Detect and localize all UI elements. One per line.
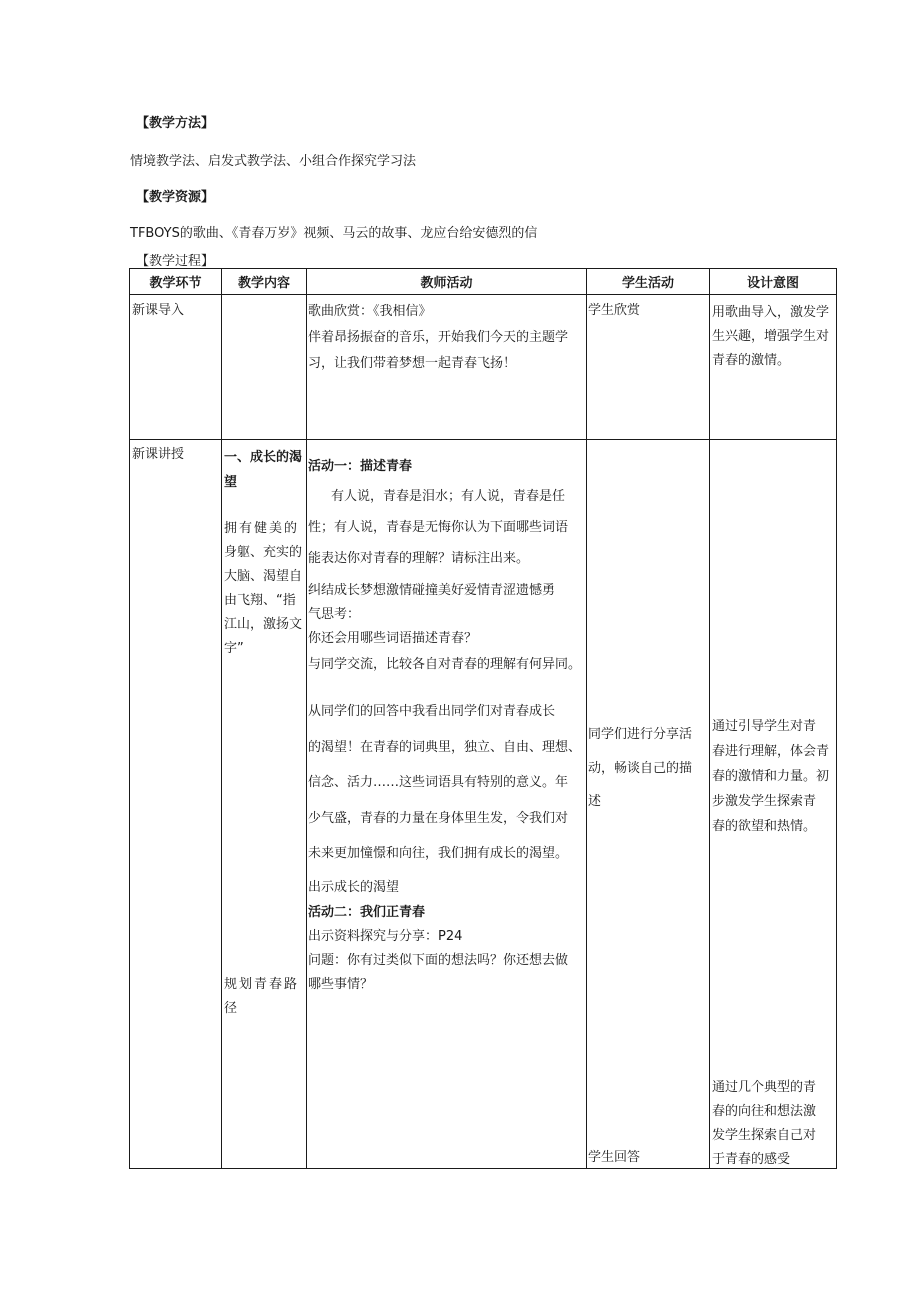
intent-line: 步激发学生探索青 xyxy=(712,794,817,809)
intro-teacher-line: 习，让我们带着梦想一起青春飞扬！ xyxy=(308,356,517,371)
intent-line: 发学生探索自己对 xyxy=(712,1128,817,1143)
lecture-teacher-cell xyxy=(307,440,587,1169)
content-body-line: 字” xyxy=(224,641,244,656)
lecture-student-cell xyxy=(587,440,710,1169)
summary-line: 未来更加憧憬和向往，我们拥有成长的渴望。 xyxy=(308,846,569,861)
intro-intent-cell xyxy=(710,295,837,440)
lecture-stage-label: 新课讲授 xyxy=(132,447,185,462)
content-body-line: 拥有健美的 xyxy=(224,521,300,536)
intro-teacher-cell xyxy=(307,295,587,440)
header-intent: 设计意图 xyxy=(710,269,837,295)
summary-line: 从同学们的回答中我看出同学们对青春成长 xyxy=(308,704,556,719)
intent-line: 春进行理解，体会青 xyxy=(712,744,830,759)
intent-line: 通过引导学生对青 xyxy=(712,719,817,734)
table-row-intro xyxy=(130,295,837,440)
student-answer: 学生回答 xyxy=(588,1150,641,1165)
intro-teacher-line: 伴着昂扬振奋的音乐，开始我们今天的主题学 xyxy=(308,330,569,345)
content-plan-line: 规划青春路 xyxy=(224,977,300,992)
table-row-lecture xyxy=(130,440,837,1169)
intent-line: 春的向往和想法激 xyxy=(712,1104,817,1119)
content-body-line: 大脑、渴望自 xyxy=(224,569,303,584)
intro-student-text: 学生欣赏 xyxy=(588,303,641,318)
header-teacher: 教师活动 xyxy=(307,269,587,295)
content-plan-line: 径 xyxy=(224,1001,238,1016)
content-title-line: 望 xyxy=(224,475,238,490)
intro-student-cell xyxy=(587,295,710,440)
activity1-line: 与同学交流，比较各自对青春的理解有何异同。 xyxy=(308,657,582,672)
activity1-line: 气思考： xyxy=(308,607,361,622)
intent-line: 于青春的感受 xyxy=(712,1152,791,1167)
activity2-line: 问题：你有过类似下面的想法吗？你还想去做 xyxy=(308,953,569,968)
resources-content: TFBOYS的歌曲、《青春万岁》视频、马云的故事、龙应台给安德烈的信 xyxy=(130,226,538,241)
student-activity-line: 动，畅谈自己的描 xyxy=(588,761,693,776)
content-title-line: 一、成长的渴 xyxy=(224,450,303,465)
header-student: 学生活动 xyxy=(587,269,710,295)
intro-content-cell xyxy=(222,295,307,440)
student-activity-line: 述 xyxy=(588,794,602,809)
summary-line: 出示成长的渴望 xyxy=(308,880,400,895)
activity1-title: 活动一：描述青春 xyxy=(308,459,413,474)
activity2-line: 哪些事情？ xyxy=(308,977,374,992)
lecture-content-cell xyxy=(222,440,307,1169)
activity2-line: 出示资料探究与分享：P24 xyxy=(308,929,463,944)
activity1-line: 性；有人说，青春是无悔你认为下面哪些词语 xyxy=(308,520,569,535)
activity1-line: 你还会用哪些词语描述青春？ xyxy=(308,631,478,646)
summary-line: 信念、活力……这些词语具有特别的意义。年 xyxy=(308,775,569,790)
content-body-line: 江山，激扬文 xyxy=(224,617,303,632)
table-header-row xyxy=(130,269,837,295)
header-content: 教学内容 xyxy=(222,269,307,295)
activity1-line: 有人说，青春是泪水；有人说，青春是任 xyxy=(331,489,566,504)
student-activity-line: 同学们进行分享活 xyxy=(588,727,693,742)
intro-intent-line: 用歌曲导入，激发学 xyxy=(712,305,830,320)
summary-line: 少气盛，青春的力量在身体里生发，令我们对 xyxy=(308,811,569,826)
lecture-stage-cell xyxy=(130,440,222,1169)
intent-line: 通过几个典型的青 xyxy=(712,1080,817,1095)
activity1-line: 能表达你对青春的理解？请标注出来。 xyxy=(308,551,530,566)
process-heading: 【教学过程】 xyxy=(136,254,215,269)
summary-line: 的渴望！在青春的词典里，独立、自由、理想、 xyxy=(308,740,582,755)
intent-line: 春的激情和力量。初 xyxy=(712,769,830,784)
header-stage: 教学环节 xyxy=(130,269,222,295)
activity1-line: 纠结成长梦想激情碰撞美好爱情青涩遗憾勇 xyxy=(308,583,556,598)
content-body-line: 由飞翔、“指 xyxy=(224,593,296,608)
activity2-title: 活动二：我们正青春 xyxy=(308,905,426,920)
intro-stage-cell xyxy=(130,295,222,440)
intro-teacher-line: 歌曲欣赏：《我相信》 xyxy=(308,304,432,319)
method-heading: 【教学方法】 xyxy=(136,116,215,131)
content-body-line: 身躯、充实的 xyxy=(224,545,303,560)
method-content: 情境教学法、启发式教学法、小组合作探究学习法 xyxy=(130,154,417,169)
intro-intent-line: 青春的激情。 xyxy=(712,353,791,368)
intent-line: 春的欲望和热情。 xyxy=(712,819,817,834)
lesson-process-table xyxy=(129,268,837,1169)
intro-intent-line: 生兴趣，增强学生对 xyxy=(712,329,830,344)
resources-heading: 【教学资源】 xyxy=(136,190,215,205)
intro-stage-label: 新课导入 xyxy=(132,303,185,318)
lecture-intent-cell xyxy=(710,440,837,1169)
